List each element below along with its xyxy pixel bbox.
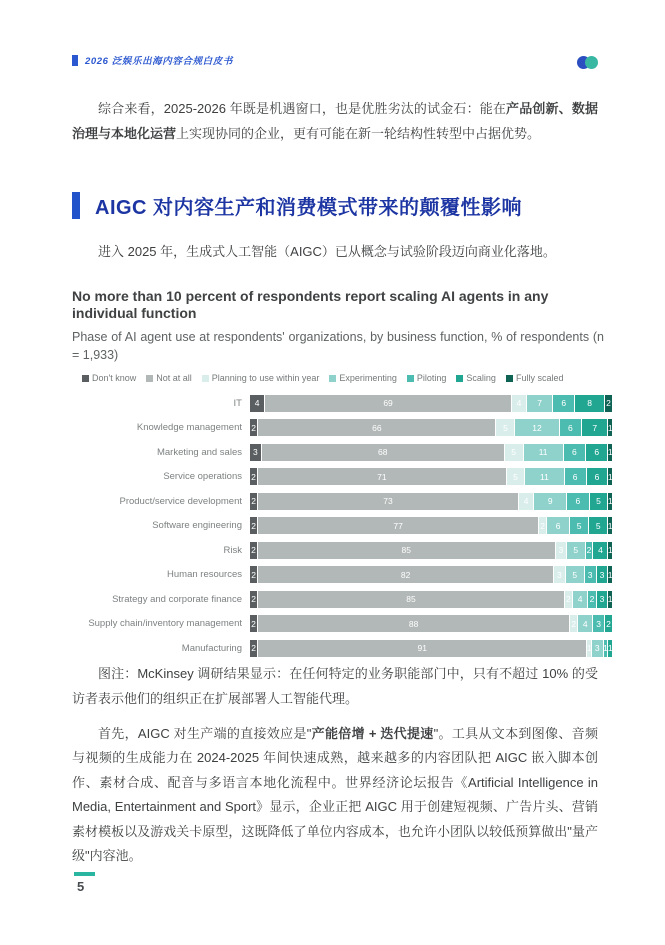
bar-segment: 2 <box>250 468 257 485</box>
row-category-label: Human resources <box>167 569 242 581</box>
chart-legend <box>82 373 612 383</box>
bar-segment: 6 <box>553 395 574 412</box>
bar-segment: 3 <box>556 542 566 559</box>
bar-segment: 1 <box>587 640 591 657</box>
section-title: AIGC 对内容生产和消费模式带来的颠覆性影响 <box>95 197 523 219</box>
legend-swatch <box>506 375 513 382</box>
legend-swatch <box>456 375 463 382</box>
row-category-label: Supply chain/inventory management <box>88 618 242 630</box>
bar-segment: 3 <box>592 640 603 657</box>
chart-row <box>72 563 612 588</box>
chart-row <box>72 489 612 514</box>
bar-segment: 6 <box>560 419 582 436</box>
row-bar <box>250 640 612 657</box>
row-category-label: Knowledge management <box>136 422 242 434</box>
row-bar <box>250 419 612 436</box>
stacked-bar-chart <box>72 288 612 661</box>
chart-subtitle: Phase of AI agent use at respondents' organizations, by business function, % of respondents (n = 1,933) <box>72 330 604 362</box>
bar-segment: 6 <box>547 517 569 534</box>
legend-item <box>82 373 136 383</box>
bar-segment: 1 <box>608 517 612 534</box>
legend-label: Fully scaled <box>515 373 564 384</box>
row-category-label: IT <box>233 397 242 409</box>
bar-segment: 77 <box>258 517 538 534</box>
bar-segment: 1 <box>604 640 608 657</box>
intro-paragraph <box>72 97 598 147</box>
logo-teal-circle <box>585 56 598 69</box>
bar-segment: 3 <box>250 444 261 461</box>
legend-item <box>407 373 447 383</box>
row-category-label: Product/service development <box>119 495 242 507</box>
legend-swatch <box>202 375 209 382</box>
bar-segment: 5 <box>567 542 584 559</box>
bar-segment: 2 <box>605 395 612 412</box>
intro-text-pre: 综合来看，2025-2026 年既是机遇窗口，也是优胜劣汰的试金石：能在 <box>98 101 507 116</box>
legend-item <box>506 373 564 383</box>
bar-segment: 2 <box>565 591 572 608</box>
bar-segment: 1 <box>608 468 612 485</box>
bar-segment: 2 <box>250 640 257 657</box>
bar-segment: 3 <box>554 566 565 583</box>
body-text-pre: 首先，AIGC 对生产端的直接效应是" <box>98 726 312 741</box>
legend-item <box>202 373 320 383</box>
legend-swatch <box>407 375 414 382</box>
bar-segment: 5 <box>507 468 524 485</box>
row-bar <box>250 591 612 608</box>
chart-row <box>72 587 612 612</box>
bar-segment: 71 <box>258 468 506 485</box>
two-circles-logo-icon <box>577 56 603 70</box>
bar-segment: 6 <box>586 444 607 461</box>
body-text-post: "。工具从文本到图像、音频与视频的生成能力在 2024-2025 年间快速成熟，越来越多的内容团队把 AIGC 嵌入脚本创作、素材合成、配音与多语言本地化流程中。世界经济论坛报告《Artificial Intelligence in Media, Entertainment and Sport》显示，企业正把 AIGC 用于创建短视频、广告片头、营销素材模板以及游戏关卡原型，这既降低了单位内容成本，也允许小团队以较低预算做出"量产级"内容池。 <box>72 726 598 864</box>
bar-segment: 1 <box>608 591 612 608</box>
bar-segment: 2 <box>250 542 257 559</box>
bar-segment: 1 <box>608 566 612 583</box>
row-category-label: Manufacturing <box>181 642 242 654</box>
bar-segment: 2 <box>605 615 612 632</box>
row-bar <box>250 468 612 485</box>
bar-segment: 5 <box>505 444 523 461</box>
bar-segment: 6 <box>567 493 588 510</box>
bar-segment: 2 <box>250 591 257 608</box>
bar-segment: 1 <box>608 419 612 436</box>
bar-segment: 1 <box>608 493 612 510</box>
chart-row <box>72 636 612 661</box>
bar-segment: 5 <box>589 517 607 534</box>
row-category-label: Strategy and corporate finance <box>112 593 242 605</box>
bar-segment: 6 <box>564 444 585 461</box>
bar-segment: 2 <box>570 615 577 632</box>
section-lead-paragraph: 进入 2025 年，生成式人工智能（AIGC）已从概念与试验阶段迈向商业化落地。 <box>98 244 556 259</box>
legend-swatch <box>146 375 153 382</box>
bar-segment: 8 <box>575 395 603 412</box>
intro-text-bold: 产品创新、数据治理与本地化运营 <box>72 101 598 141</box>
bar-segment: 4 <box>519 493 533 510</box>
legend-item <box>456 373 496 383</box>
bar-segment: 5 <box>496 419 514 436</box>
chart-row <box>72 440 612 465</box>
bar-segment: 6 <box>587 468 608 485</box>
bar-segment: 3 <box>593 615 604 632</box>
legend-swatch <box>329 375 336 382</box>
bar-segment: 2 <box>588 591 595 608</box>
bar-segment: 3 <box>597 566 608 583</box>
bar-segment: 69 <box>265 395 511 412</box>
row-bar <box>250 395 612 412</box>
bar-segment: 4 <box>512 395 526 412</box>
bar-segment: 2 <box>250 615 257 632</box>
chart-row <box>72 391 612 416</box>
chart-row <box>72 465 612 490</box>
bar-segment: 1 <box>608 640 612 657</box>
legend-label: Don't know <box>92 373 137 384</box>
bar-segment: 7 <box>582 419 607 436</box>
legend-label: Planning to use within year <box>211 373 320 384</box>
section-accent-bar <box>72 192 80 219</box>
bar-segment: 3 <box>585 566 596 583</box>
bar-segment: 2 <box>250 493 257 510</box>
row-bar <box>250 517 612 534</box>
bar-segment: 4 <box>578 615 592 632</box>
chart-note-paragraph: 图注：McKinsey 调研结果显示：在任何特定的业务职能部门中，只有不超过 10% 的受访者表示他们的组织正在扩展部署人工智能代理。 <box>72 666 598 706</box>
legend-label: Experimenting <box>339 373 397 384</box>
row-bar <box>250 542 612 559</box>
bar-segment: 1 <box>608 444 612 461</box>
page-number: 5 <box>77 879 85 894</box>
bar-segment: 66 <box>258 419 495 436</box>
chart-rows <box>72 391 612 661</box>
bar-segment: 85 <box>258 591 564 608</box>
row-category-label: Software engineering <box>152 520 242 532</box>
bar-segment: 2 <box>250 517 257 534</box>
bar-segment: 2 <box>250 419 257 436</box>
footer-accent-bar <box>74 872 95 876</box>
header-accent-mark <box>72 55 78 66</box>
row-bar <box>250 566 612 583</box>
bar-segment: 11 <box>524 444 563 461</box>
bar-segment: 82 <box>258 566 553 583</box>
legend-label: Not at all <box>156 373 192 384</box>
bar-segment: 7 <box>527 395 552 412</box>
bar-segment: 2 <box>539 517 546 534</box>
header-title: 2026 泛娱乐出海内容合规白皮书 <box>85 56 233 67</box>
intro-text-post: 上实现协同的企业，更有可能在新一轮结构性转型中占据优势。 <box>176 125 541 141</box>
chart-row <box>72 514 612 539</box>
body-paragraph <box>72 722 598 869</box>
row-category-label: Marketing and sales <box>156 446 242 458</box>
bar-segment: 4 <box>573 591 587 608</box>
row-bar <box>250 615 612 632</box>
legend-item <box>329 373 397 383</box>
bar-segment: 5 <box>590 493 608 510</box>
bar-segment: 2 <box>586 542 593 559</box>
bar-segment: 11 <box>525 468 563 485</box>
chart-title: No more than 10 percent of respondents report scaling AI agents in any individual function <box>72 288 549 322</box>
chart-row <box>72 612 612 637</box>
legend-label: Piloting <box>416 373 447 384</box>
bar-segment: 88 <box>258 615 569 632</box>
bar-segment: 2 <box>250 566 257 583</box>
bar-segment: 5 <box>570 517 588 534</box>
bar-segment: 4 <box>593 542 607 559</box>
bar-segment: 3 <box>597 591 608 608</box>
row-category-label: Service operations <box>163 471 242 483</box>
legend-item <box>146 373 192 383</box>
bar-segment: 68 <box>262 444 504 461</box>
section-heading <box>72 191 522 220</box>
legend-swatch <box>82 375 89 382</box>
bar-segment: 1 <box>608 542 612 559</box>
legend-label: Scaling <box>466 373 496 384</box>
chart-row <box>72 416 612 441</box>
bar-segment: 6 <box>565 468 586 485</box>
page-header <box>72 53 233 67</box>
bar-segment: 91 <box>258 640 586 657</box>
body-text-bold: 产能倍增 + 迭代提速 <box>311 726 434 741</box>
row-category-label: Risk <box>223 544 242 556</box>
bar-segment: 85 <box>258 542 555 559</box>
bar-segment: 5 <box>566 566 584 583</box>
bar-segment: 73 <box>258 493 518 510</box>
bar-segment: 4 <box>250 395 264 412</box>
bar-segment: 9 <box>534 493 566 510</box>
row-bar <box>250 493 612 510</box>
chart-row <box>72 538 612 563</box>
row-bar <box>250 444 612 461</box>
bar-segment: 12 <box>515 419 558 436</box>
